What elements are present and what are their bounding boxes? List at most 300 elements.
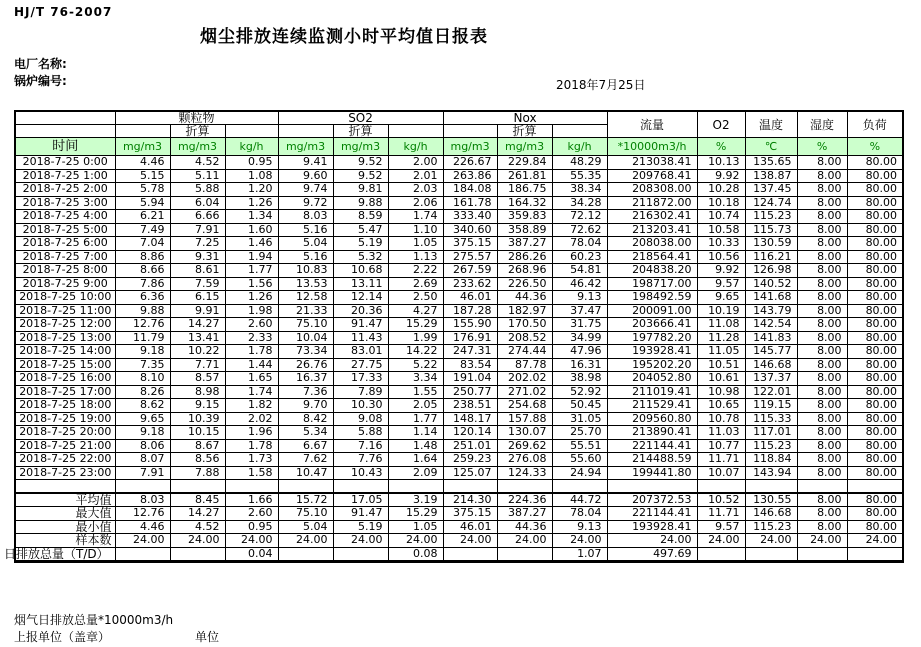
cell-nox-kgh: 9.13 (552, 291, 607, 305)
cell-pm-mgm3: 9.65 (115, 412, 170, 426)
row-time: 2018-7-25 4:00 (15, 210, 115, 224)
cell-pm-mgm3: 8.26 (115, 385, 170, 399)
cell-pm-conv-mgm3: 5.88 (170, 183, 225, 197)
summary-pm-conv-mgm3: 24.00 (170, 534, 225, 548)
summary-so2-conv-mgm3: 17.05 (333, 493, 388, 507)
cell-nox-conv-mgm3: 87.78 (497, 358, 552, 372)
header-blank-cell (115, 125, 170, 138)
summary-o2: 9.57 (697, 520, 745, 534)
cell-load: 80.00 (847, 210, 903, 224)
report-date: 2018年7月25日 (556, 78, 646, 92)
cell-load: 80.00 (847, 345, 903, 359)
table-row (15, 399, 903, 413)
summary-pm-kgh: 0.04 (225, 547, 278, 561)
cell-so2-kgh: 5.22 (388, 358, 443, 372)
summary-row (15, 534, 903, 548)
empty-cell (745, 480, 797, 494)
cell-o2: 9.92 (697, 264, 745, 278)
cell-nox-mgm3: 275.57 (443, 250, 497, 264)
cell-load: 80.00 (847, 196, 903, 210)
cell-nox-conv-mgm3: 229.84 (497, 156, 552, 170)
cell-pm-conv-mgm3: 7.25 (170, 237, 225, 251)
cell-pm-kgh: 1.08 (225, 169, 278, 183)
cell-load: 80.00 (847, 223, 903, 237)
header-load: 负荷 (847, 111, 903, 138)
cell-pm-mgm3: 9.88 (115, 304, 170, 318)
summary-row (15, 520, 903, 534)
cell-nox-conv-mgm3: 274.44 (497, 345, 552, 359)
cell-pm-mgm3: 7.35 (115, 358, 170, 372)
cell-nox-conv-mgm3: 44.36 (497, 291, 552, 305)
cell-so2-mgm3: 9.72 (278, 196, 333, 210)
table-row (15, 318, 903, 332)
cell-nox-mgm3: 333.40 (443, 210, 497, 224)
summary-so2-conv-mgm3 (333, 547, 388, 561)
cell-nox-kgh: 72.12 (552, 210, 607, 224)
cell-humidity: 8.00 (797, 426, 847, 440)
cell-humidity: 8.00 (797, 250, 847, 264)
summary-so2-kgh: 0.08 (388, 547, 443, 561)
cell-load: 80.00 (847, 372, 903, 386)
summary-pm-kgh: 24.00 (225, 534, 278, 548)
summary-pm-mgm3: 8.03 (115, 493, 170, 507)
table-row (15, 304, 903, 318)
row-time: 2018-7-25 6:00 (15, 237, 115, 251)
cell-so2-mgm3: 73.34 (278, 345, 333, 359)
empty-cell (388, 480, 443, 494)
cell-so2-mgm3: 8.03 (278, 210, 333, 224)
cell-nox-kgh: 16.31 (552, 358, 607, 372)
cell-flow: 216302.41 (607, 210, 697, 224)
summary-load: 80.00 (847, 507, 903, 521)
flue-gas-total-note: 烟气日排放总量*10000m3/h (14, 613, 174, 627)
summary-o2: 10.52 (697, 493, 745, 507)
cell-load: 80.00 (847, 237, 903, 251)
cell-so2-conv-mgm3: 20.36 (333, 304, 388, 318)
summary-so2-mgm3: 15.72 (278, 493, 333, 507)
cell-nox-kgh: 34.28 (552, 196, 607, 210)
cell-humidity: 8.00 (797, 169, 847, 183)
cell-nox-kgh: 52.92 (552, 385, 607, 399)
cell-flow: 204838.20 (607, 264, 697, 278)
empty-cell (115, 480, 170, 494)
cell-so2-kgh: 2.00 (388, 156, 443, 170)
cell-nox-mgm3: 375.15 (443, 237, 497, 251)
cell-so2-mgm3: 21.33 (278, 304, 333, 318)
header-blank-cell (15, 111, 115, 125)
cell-pm-kgh: 1.56 (225, 277, 278, 291)
cell-load: 80.00 (847, 264, 903, 278)
cell-so2-mgm3: 7.36 (278, 385, 333, 399)
summary-nox-conv-mgm3: 24.00 (497, 534, 552, 548)
cell-so2-conv-mgm3: 13.11 (333, 277, 388, 291)
cell-pm-conv-mgm3: 7.59 (170, 277, 225, 291)
cell-so2-mgm3: 10.83 (278, 264, 333, 278)
cell-load: 80.00 (847, 291, 903, 305)
cell-load: 80.00 (847, 399, 903, 413)
cell-pm-kgh: 1.77 (225, 264, 278, 278)
cell-so2-conv-mgm3: 5.32 (333, 250, 388, 264)
cell-load: 80.00 (847, 385, 903, 399)
cell-pm-conv-mgm3: 4.52 (170, 156, 225, 170)
cell-pm-kgh: 2.33 (225, 331, 278, 345)
cell-so2-mgm3: 5.16 (278, 250, 333, 264)
table-header (15, 111, 903, 156)
cell-load: 80.00 (847, 412, 903, 426)
cell-so2-kgh: 2.03 (388, 183, 443, 197)
empty-cell (333, 480, 388, 494)
cell-flow: 211019.41 (607, 385, 697, 399)
cell-pm-mgm3: 6.21 (115, 210, 170, 224)
summary-o2 (697, 547, 745, 561)
cell-humidity: 8.00 (797, 453, 847, 467)
cell-o2: 10.77 (697, 439, 745, 453)
empty-cell (497, 480, 552, 494)
cell-so2-mgm3: 13.53 (278, 277, 333, 291)
cell-temp: 140.52 (745, 277, 797, 291)
cell-humidity: 8.00 (797, 345, 847, 359)
table-row (15, 210, 903, 224)
cell-load: 80.00 (847, 304, 903, 318)
cell-temp: 141.68 (745, 291, 797, 305)
cell-o2: 10.51 (697, 358, 745, 372)
cell-pm-conv-mgm3: 13.41 (170, 331, 225, 345)
header-blank-cell (15, 125, 115, 138)
cell-flow: 208308.00 (607, 183, 697, 197)
cell-pm-kgh: 1.65 (225, 372, 278, 386)
cell-temp: 138.87 (745, 169, 797, 183)
summary-pm-conv-mgm3: 8.45 (170, 493, 225, 507)
cell-so2-kgh: 2.01 (388, 169, 443, 183)
cell-so2-mgm3: 6.67 (278, 439, 333, 453)
cell-nox-kgh: 78.04 (552, 237, 607, 251)
unit-load: % (847, 138, 903, 156)
cell-nox-mgm3: 233.62 (443, 277, 497, 291)
summary-pm-conv-mgm3: 4.52 (170, 520, 225, 534)
cell-load: 80.00 (847, 277, 903, 291)
summary-nox-mgm3: 24.00 (443, 534, 497, 548)
summary-humidity: 24.00 (797, 534, 847, 548)
group-header-particulate: 颗粒物 (115, 111, 278, 125)
cell-flow: 203666.41 (607, 318, 697, 332)
row-time: 2018-7-25 10:00 (15, 291, 115, 305)
summary-nox-conv-mgm3: 387.27 (497, 507, 552, 521)
row-time: 2018-7-25 13:00 (15, 331, 115, 345)
cell-so2-mgm3: 5.04 (278, 237, 333, 251)
cell-nox-mgm3: 267.59 (443, 264, 497, 278)
cell-nox-kgh: 38.98 (552, 372, 607, 386)
cell-flow: 209560.80 (607, 412, 697, 426)
row-time: 2018-7-25 17:00 (15, 385, 115, 399)
row-time: 2018-7-25 18:00 (15, 399, 115, 413)
summary-so2-mgm3: 24.00 (278, 534, 333, 548)
cell-pm-conv-mgm3: 10.15 (170, 426, 225, 440)
summary-flow: 193928.41 (607, 520, 697, 534)
summary-label: 日排放总量（T/D） (15, 547, 115, 561)
cell-temp: 145.77 (745, 345, 797, 359)
cell-load: 80.00 (847, 466, 903, 480)
cell-so2-kgh: 1.99 (388, 331, 443, 345)
cell-temp: 126.98 (745, 264, 797, 278)
table-row (15, 183, 903, 197)
summary-nox-mgm3 (443, 547, 497, 561)
cell-so2-conv-mgm3: 27.75 (333, 358, 388, 372)
empty-cell (443, 480, 497, 494)
cell-so2-kgh: 2.06 (388, 196, 443, 210)
cell-nox-conv-mgm3: 182.97 (497, 304, 552, 318)
cell-temp: 146.68 (745, 358, 797, 372)
empty-cell (847, 480, 903, 494)
cell-flow: 213203.41 (607, 223, 697, 237)
table-row (15, 439, 903, 453)
unit-flow: *10000m3/h (607, 138, 697, 156)
cell-pm-kgh: 1.58 (225, 466, 278, 480)
row-time: 2018-7-25 20:00 (15, 426, 115, 440)
summary-so2-conv-mgm3: 91.47 (333, 507, 388, 521)
cell-load: 80.00 (847, 358, 903, 372)
cell-flow: 211872.00 (607, 196, 697, 210)
summary-nox-conv-mgm3 (497, 547, 552, 561)
cell-nox-kgh: 50.45 (552, 399, 607, 413)
cell-nox-kgh: 48.29 (552, 156, 607, 170)
cell-nox-conv-mgm3: 202.02 (497, 372, 552, 386)
cell-so2-kgh: 2.05 (388, 399, 443, 413)
summary-pm-mgm3: 4.46 (115, 520, 170, 534)
cell-nox-kgh: 72.62 (552, 223, 607, 237)
cell-so2-mgm3: 7.62 (278, 453, 333, 467)
header-converted-nox: 折算 (497, 125, 552, 138)
cell-so2-conv-mgm3: 83.01 (333, 345, 388, 359)
cell-so2-mgm3: 10.47 (278, 466, 333, 480)
summary-temp: 146.68 (745, 507, 797, 521)
cell-humidity: 8.00 (797, 223, 847, 237)
summary-pm-mgm3: 24.00 (115, 534, 170, 548)
cell-pm-conv-mgm3: 9.15 (170, 399, 225, 413)
cell-pm-kgh: 1.60 (225, 223, 278, 237)
cell-pm-conv-mgm3: 8.98 (170, 385, 225, 399)
cell-pm-mgm3: 6.36 (115, 291, 170, 305)
row-time: 2018-7-25 0:00 (15, 156, 115, 170)
cell-o2: 11.08 (697, 318, 745, 332)
cell-pm-conv-mgm3: 10.22 (170, 345, 225, 359)
header-blank-cell (443, 125, 497, 138)
summary-o2: 11.71 (697, 507, 745, 521)
cell-humidity: 8.00 (797, 183, 847, 197)
cell-temp: 119.15 (745, 399, 797, 413)
cell-load: 80.00 (847, 426, 903, 440)
cell-nox-conv-mgm3: 271.02 (497, 385, 552, 399)
cell-pm-mgm3: 9.18 (115, 426, 170, 440)
cell-so2-conv-mgm3: 10.43 (333, 466, 388, 480)
cell-nox-kgh: 60.23 (552, 250, 607, 264)
table-body (4, 155, 903, 562)
cell-so2-mgm3: 9.74 (278, 183, 333, 197)
empty-cell (697, 480, 745, 494)
cell-nox-kgh: 34.99 (552, 331, 607, 345)
cell-humidity: 8.00 (797, 399, 847, 413)
cell-pm-conv-mgm3: 8.56 (170, 453, 225, 467)
unit-humidity: % (797, 138, 847, 156)
cell-o2: 11.05 (697, 345, 745, 359)
cell-nox-conv-mgm3: 124.33 (497, 466, 552, 480)
summary-temp: 24.00 (745, 534, 797, 548)
cell-so2-conv-mgm3: 9.88 (333, 196, 388, 210)
summary-so2-mgm3: 75.10 (278, 507, 333, 521)
cell-pm-kgh: 1.78 (225, 439, 278, 453)
cell-pm-kgh: 1.34 (225, 210, 278, 224)
cell-temp: 135.65 (745, 156, 797, 170)
cell-nox-mgm3: 176.91 (443, 331, 497, 345)
cell-nox-conv-mgm3: 157.88 (497, 412, 552, 426)
summary-load: 24.00 (847, 534, 903, 548)
cell-so2-kgh: 2.69 (388, 277, 443, 291)
summary-nox-kgh: 1.07 (552, 547, 607, 561)
cell-so2-kgh: 2.50 (388, 291, 443, 305)
summary-humidity: 8.00 (797, 507, 847, 521)
cell-temp: 137.45 (745, 183, 797, 197)
cell-pm-conv-mgm3: 7.71 (170, 358, 225, 372)
page-title: 烟尘排放连续监测小时平均值日报表 (200, 27, 488, 47)
table-row (15, 426, 903, 440)
cell-nox-conv-mgm3: 261.81 (497, 169, 552, 183)
cell-nox-mgm3: 238.51 (443, 399, 497, 413)
cell-flow: 193928.41 (607, 345, 697, 359)
cell-nox-kgh: 46.42 (552, 277, 607, 291)
cell-so2-kgh: 1.14 (388, 426, 443, 440)
cell-nox-kgh: 47.96 (552, 345, 607, 359)
row-time: 2018-7-25 14:00 (15, 345, 115, 359)
cell-humidity: 8.00 (797, 466, 847, 480)
unit-so2-kgh: kg/h (388, 138, 443, 156)
cell-nox-conv-mgm3: 130.07 (497, 426, 552, 440)
cell-pm-kgh: 1.96 (225, 426, 278, 440)
empty-cell (170, 480, 225, 494)
summary-row (15, 547, 903, 561)
cell-humidity: 8.00 (797, 331, 847, 345)
cell-pm-conv-mgm3: 8.57 (170, 372, 225, 386)
cell-pm-mgm3: 9.18 (115, 345, 170, 359)
cell-humidity: 8.00 (797, 156, 847, 170)
unit-nox-mgm3: mg/m3 (443, 138, 497, 156)
table-row (15, 372, 903, 386)
cell-nox-mgm3: 120.14 (443, 426, 497, 440)
cell-flow: 214488.59 (607, 453, 697, 467)
cell-nox-mgm3: 155.90 (443, 318, 497, 332)
cell-o2: 10.78 (697, 412, 745, 426)
cell-pm-kgh: 1.78 (225, 345, 278, 359)
row-time: 2018-7-25 12:00 (15, 318, 115, 332)
cell-o2: 11.71 (697, 453, 745, 467)
summary-label: 最大值 (15, 507, 115, 521)
cell-nox-kgh: 25.70 (552, 426, 607, 440)
unit-nox-conv-mgm3: mg/m3 (497, 138, 552, 156)
cell-temp: 122.01 (745, 385, 797, 399)
cell-o2: 10.74 (697, 210, 745, 224)
header-converted-so2: 折算 (333, 125, 388, 138)
cell-pm-mgm3: 8.06 (115, 439, 170, 453)
cell-o2: 10.58 (697, 223, 745, 237)
table-row (15, 466, 903, 480)
empty-cell (15, 480, 115, 494)
cell-pm-mgm3: 7.49 (115, 223, 170, 237)
cell-nox-conv-mgm3: 186.75 (497, 183, 552, 197)
cell-pm-conv-mgm3: 6.15 (170, 291, 225, 305)
cell-flow: 211529.41 (607, 399, 697, 413)
empty-cell (552, 480, 607, 494)
cell-nox-mgm3: 148.17 (443, 412, 497, 426)
cell-temp: 130.59 (745, 237, 797, 251)
summary-label: 样本数 (15, 534, 115, 548)
cell-o2: 10.33 (697, 237, 745, 251)
table-row (15, 277, 903, 291)
cell-load: 80.00 (847, 156, 903, 170)
summary-temp (745, 547, 797, 561)
cell-pm-mgm3: 7.04 (115, 237, 170, 251)
cell-pm-conv-mgm3: 7.91 (170, 223, 225, 237)
cell-so2-conv-mgm3: 9.08 (333, 412, 388, 426)
cell-so2-mgm3: 5.16 (278, 223, 333, 237)
summary-load: 80.00 (847, 520, 903, 534)
cell-temp: 115.33 (745, 412, 797, 426)
cell-pm-mgm3: 11.79 (115, 331, 170, 345)
row-time: 2018-7-25 23:00 (15, 466, 115, 480)
plant-name-label: 电厂名称: (14, 57, 67, 71)
daily-report-table (4, 110, 904, 563)
separator-row (15, 480, 903, 494)
cell-temp: 115.23 (745, 210, 797, 224)
cell-nox-mgm3: 125.07 (443, 466, 497, 480)
cell-humidity: 8.00 (797, 264, 847, 278)
cell-temp: 141.83 (745, 331, 797, 345)
cell-o2: 10.65 (697, 399, 745, 413)
summary-nox-conv-mgm3: 224.36 (497, 493, 552, 507)
cell-nox-mgm3: 226.67 (443, 156, 497, 170)
summary-nox-kgh: 24.00 (552, 534, 607, 548)
unit-o2: % (697, 138, 745, 156)
summary-so2-kgh: 1.05 (388, 520, 443, 534)
cell-temp: 117.01 (745, 426, 797, 440)
cell-flow: 198717.00 (607, 277, 697, 291)
cell-nox-conv-mgm3: 170.50 (497, 318, 552, 332)
unit-pm-conv-mgm3: mg/m3 (170, 138, 225, 156)
boiler-number-label: 锅炉编号: (14, 74, 67, 88)
cell-nox-kgh: 38.34 (552, 183, 607, 197)
header-humidity: 湿度 (797, 111, 847, 138)
cell-nox-mgm3: 259.23 (443, 453, 497, 467)
cell-pm-conv-mgm3: 9.91 (170, 304, 225, 318)
summary-pm-mgm3: 12.76 (115, 507, 170, 521)
table-row (15, 196, 903, 210)
cell-o2: 10.13 (697, 156, 745, 170)
cell-nox-conv-mgm3: 254.68 (497, 399, 552, 413)
cell-humidity: 8.00 (797, 412, 847, 426)
cell-load: 80.00 (847, 439, 903, 453)
cell-so2-conv-mgm3: 7.76 (333, 453, 388, 467)
cell-nox-kgh: 55.60 (552, 453, 607, 467)
summary-pm-kgh: 0.95 (225, 520, 278, 534)
cell-pm-mgm3: 7.86 (115, 277, 170, 291)
row-time: 2018-7-25 15:00 (15, 358, 115, 372)
cell-o2: 10.98 (697, 385, 745, 399)
cell-humidity: 8.00 (797, 237, 847, 251)
cell-pm-conv-mgm3: 6.04 (170, 196, 225, 210)
cell-so2-mgm3: 9.41 (278, 156, 333, 170)
cell-so2-mgm3: 26.76 (278, 358, 333, 372)
cell-o2: 9.92 (697, 169, 745, 183)
cell-flow: 213038.41 (607, 156, 697, 170)
summary-pm-conv-mgm3: 14.27 (170, 507, 225, 521)
cell-pm-kgh: 1.46 (225, 237, 278, 251)
